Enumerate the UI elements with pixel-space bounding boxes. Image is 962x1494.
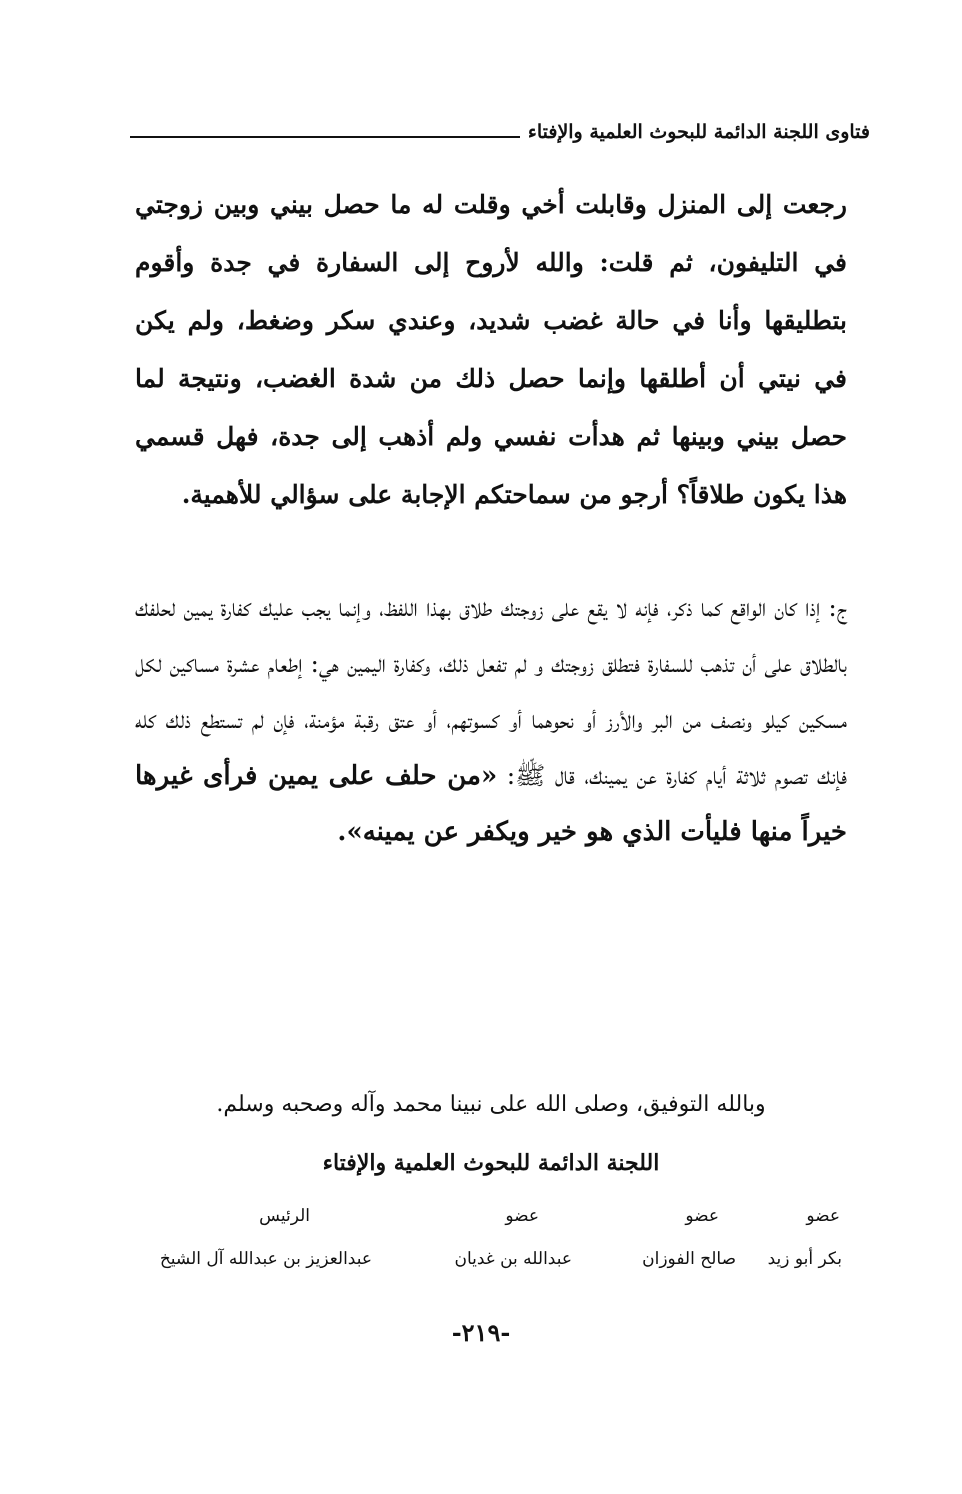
closing-line: وبالله التوفيق، وصلى الله على نبينا محمد وآله وصحبه وسلم. xyxy=(216,1092,766,1117)
signatory-name-1: بكر أبو زيد xyxy=(767,1249,842,1269)
running-header xyxy=(130,112,870,152)
signatory-role-4: الرئيس xyxy=(259,1206,310,1226)
signatory-role-3: عضو xyxy=(505,1206,539,1226)
hadith-quote: «من حلف على يمين فرأى غيرها خيراً منها فليأت الذي هو خير ويكفر عن يمينه». xyxy=(135,761,847,847)
signatory-name-3: عبدالله بن غديان xyxy=(454,1249,572,1269)
signatory-name-4: عبدالعزيز بن عبدالله آل الشيخ xyxy=(159,1249,372,1269)
answer-text: ج: إذا كان الواقع كما ذكر، فإنه لا يقع على زوجتك طلاق بهذا اللفظ، وإنما يجب عليك كفارة يمين لحلفك بالطلاق على أن تذهب للسفارة فتطلق زوجتك و لم تفعل ذلك، وكفارة اليمين هي: إطعام عشرة مساكين لكل مسكين كيلو ونصف من البر والأرز أو نحوهما أو كسوتهم، أو عتق رقبة مؤمنة، فإن لم تستطع ذلك كله فإنك تصوم ثلاثة أيام كفارة عن يمينك، قال ﷺ: xyxy=(135,593,847,790)
committee-name: اللجنة الدائمة للبحوث العلمية والإفتاء xyxy=(322,1150,660,1176)
header-title: فتاوى اللجنة الدائمة للبحوث العلمية والإفتاء xyxy=(527,121,870,143)
answer-paragraph xyxy=(135,580,847,860)
header-rule xyxy=(130,136,520,138)
page-number: -٢١٩- xyxy=(451,1318,511,1347)
signatory-role-1: عضو xyxy=(806,1206,840,1226)
signatory-name-2: صالح الفوزان xyxy=(642,1249,736,1269)
question-paragraph: رجعت إلى المنزل وقابلت أخي وقلت له ما حصل بيني وبين زوجتي في التليفون، ثم قلت: والله لأروح إلى السفارة في جدة وأقوم بتطليقها وأنا في حالة غضب شديد، وعندي سكر وضغط، ولم يكن في نيتي أن أطلقها وإنما حصل ذلك من شدة الغضب، ونتيجة لما حصل بيني وبينها ثم هدأت نفسي ولم أذهب إلى جدة، فهل قسمي هذا يكون طلاقاً؟ أرجو من سماحتكم الإجابة على سؤالي للأهمية. xyxy=(135,190,848,509)
signatory-role-2: عضو xyxy=(685,1206,719,1226)
